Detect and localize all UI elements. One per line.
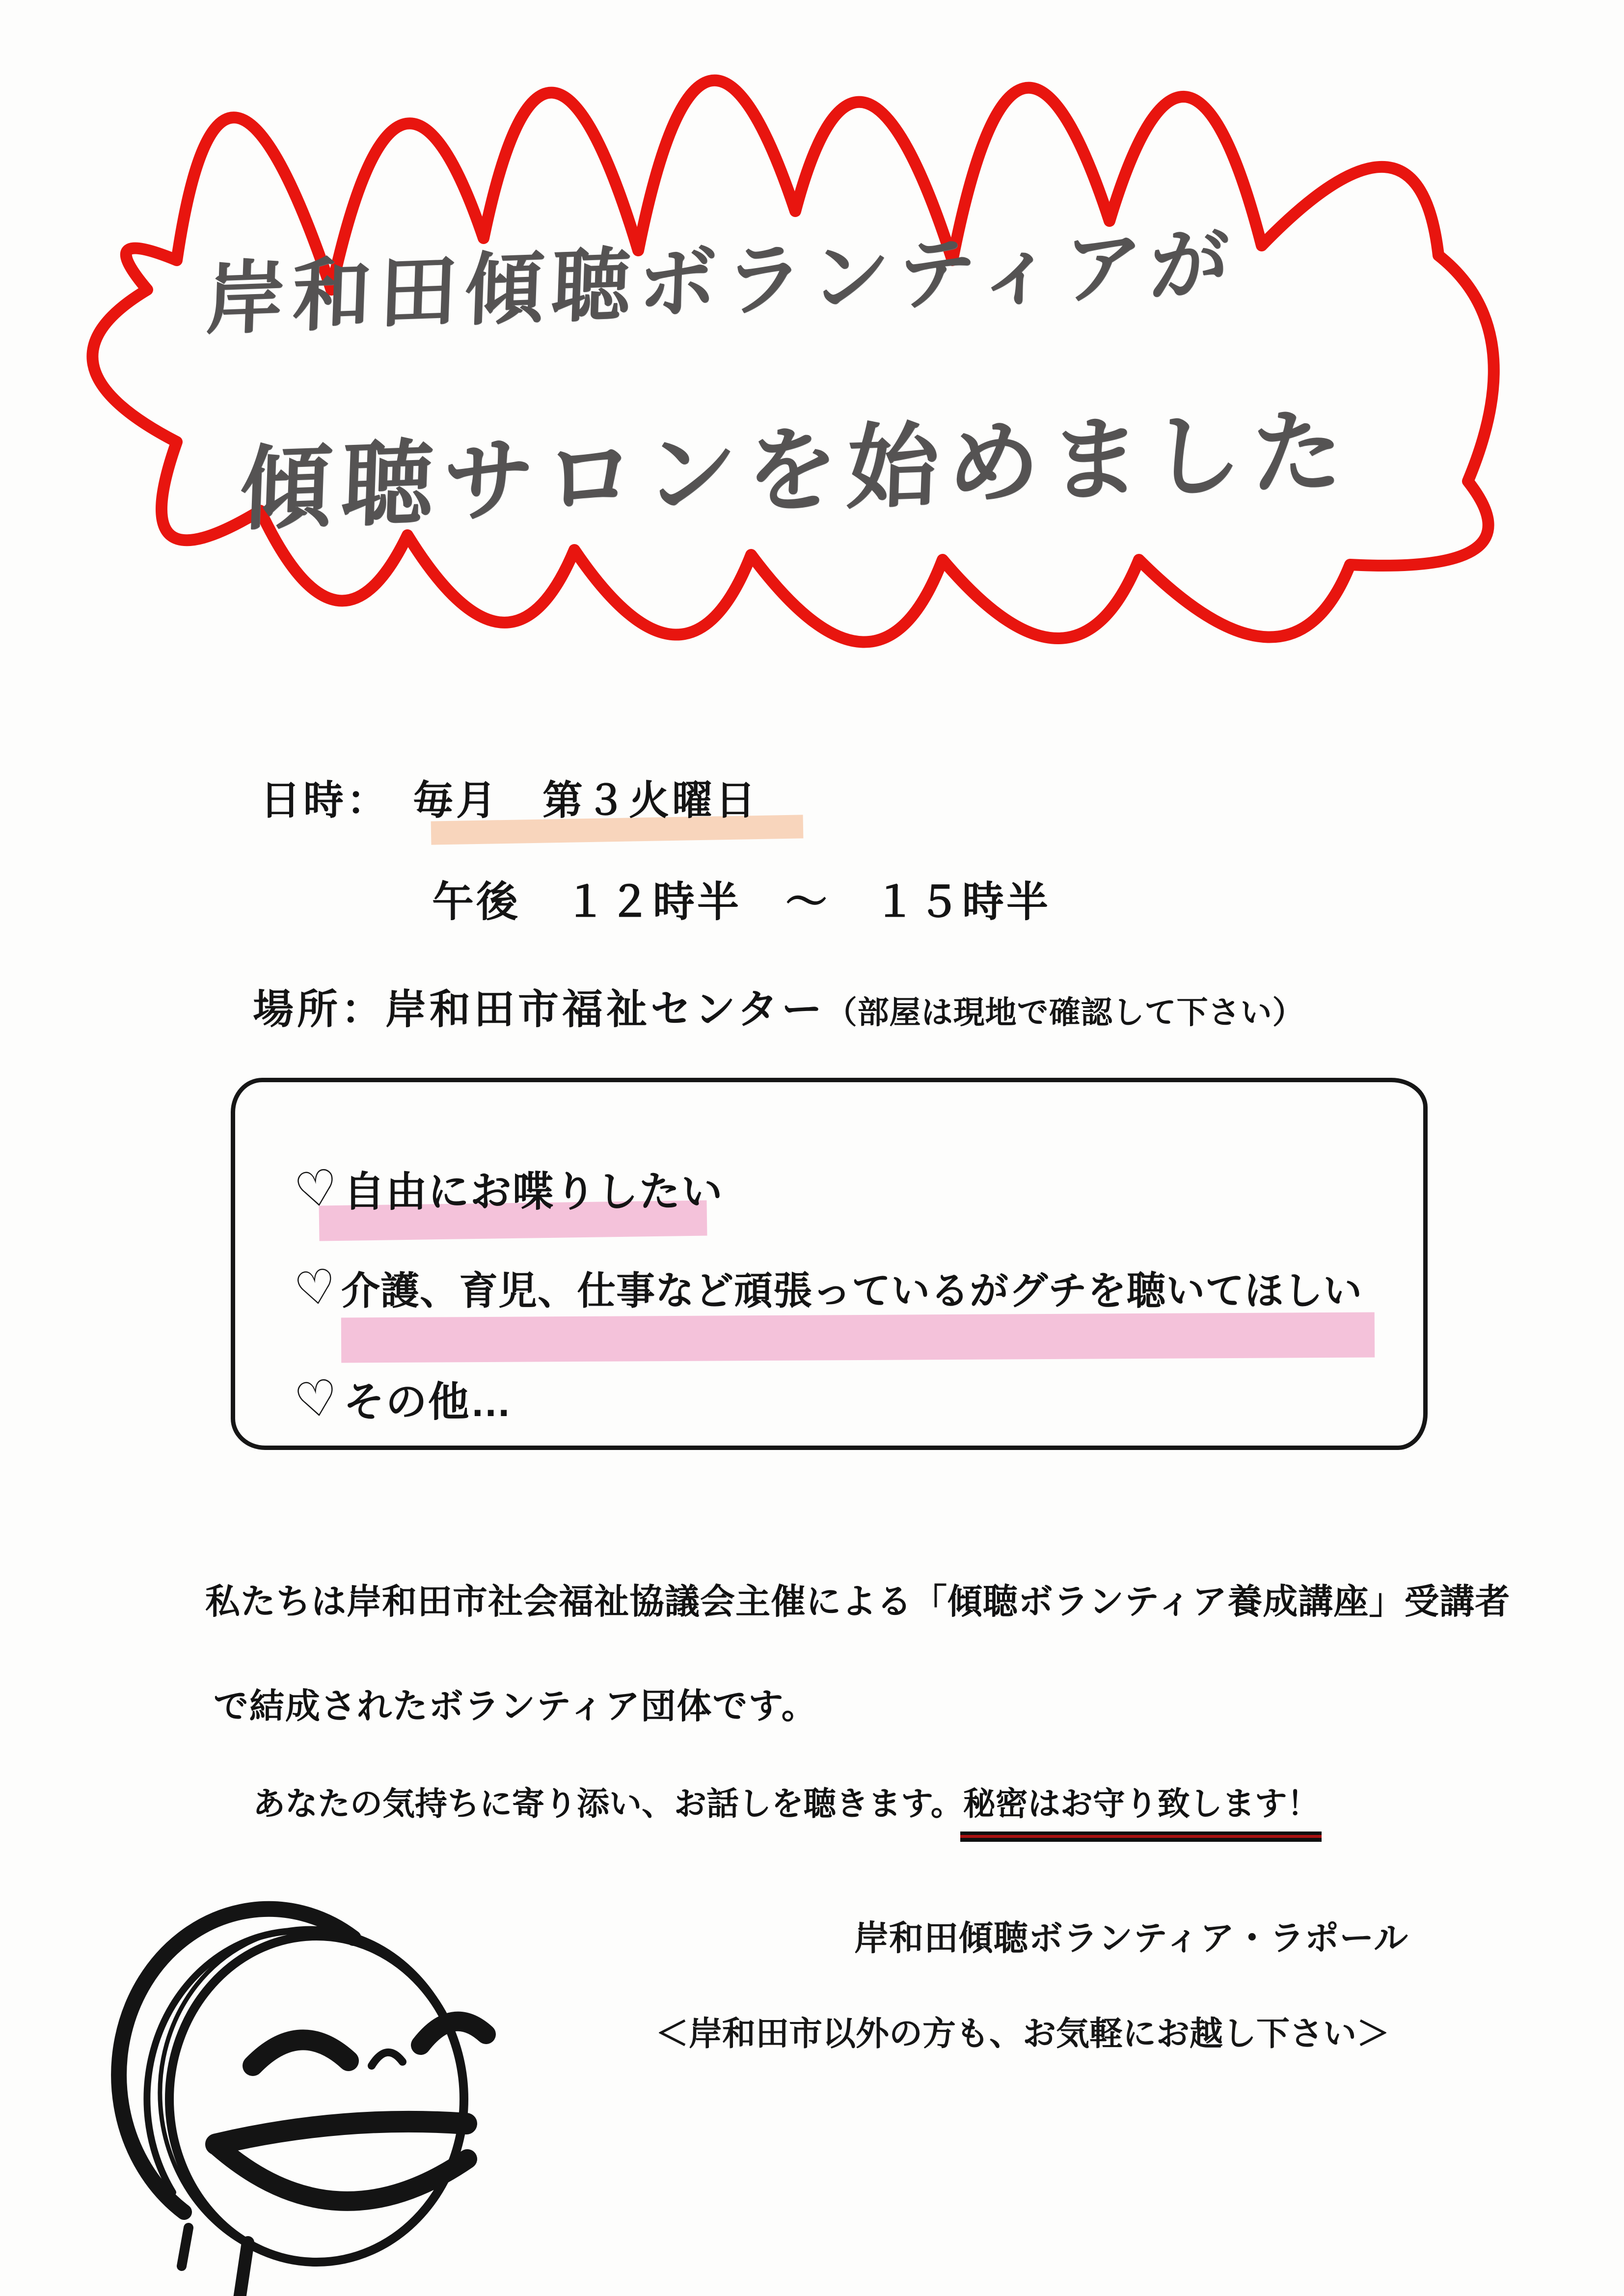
smiling-face-mascot-drawing [145,1922,498,2296]
flyer-title-line-2: 傾聴サロンを始めました [239,400,1354,541]
datetime-line: 日時： 毎月 第３火曜日 [260,778,759,823]
flyer-title-line-1: 岸和田傾聴ボランティアが [204,219,1238,344]
location-note-text: （部屋は現地で確認して下さい） [825,995,1304,1030]
chin-stroke-short [182,2228,189,2266]
nose-icon [372,2052,403,2066]
chin-stroke-long [240,2242,248,2296]
speech-cloud-outline [64,15,1497,702]
topic-item-label: 自由にお喋りしたい [343,1169,724,1215]
invitation-note: ＜岸和田市以外の方も、お気軽にお越し下さい＞ [655,2015,1390,2052]
topic-item-label: その他… [343,1379,513,1425]
topic-item-free-chat [290,1158,724,1220]
mouth-upper-lip [216,2122,466,2144]
about-paragraph-3 [253,1777,1320,1824]
time-range-line: 午後 １２時半 ～ １５時半 [432,879,1051,926]
secrecy-promise-underlined: 秘密はお守り致します！ [963,1777,1320,1824]
highlight-marker-topic-2 [341,1312,1375,1363]
mouth-smile-arc [218,2147,467,2201]
organization-name: 岸和田傾聴ボランティア・ラポール [854,1919,1408,1957]
location-line [253,986,1304,1032]
about-paragraph-1: 私たちは岸和田市社会福祉協議会主催による「傾聴ボランティア養成講座」受講者 [205,1583,1511,1621]
left-eye-icon [253,2040,349,2066]
about-line3-prefix: あなたの気持ちに寄り添い、お話しを聴きます。 [253,1785,963,1822]
topic-item-vent-complaints [291,1258,1363,1318]
topic-item-label: 介護、育児、仕事など頑張っているがグチを聴いてほしい [341,1269,1363,1312]
topic-item-other [290,1368,513,1430]
heart-outline-icon: ♡ [290,1368,344,1430]
cloud-stroke [92,81,1493,642]
heart-outline-icon: ♡ [290,1158,344,1220]
heart-outline-icon: ♡ [291,1258,341,1318]
about-paragraph-2: で結成されたボランティア団体です。 [214,1687,817,1726]
location-main-text: 場所：岸和田市福祉センター [253,986,826,1032]
